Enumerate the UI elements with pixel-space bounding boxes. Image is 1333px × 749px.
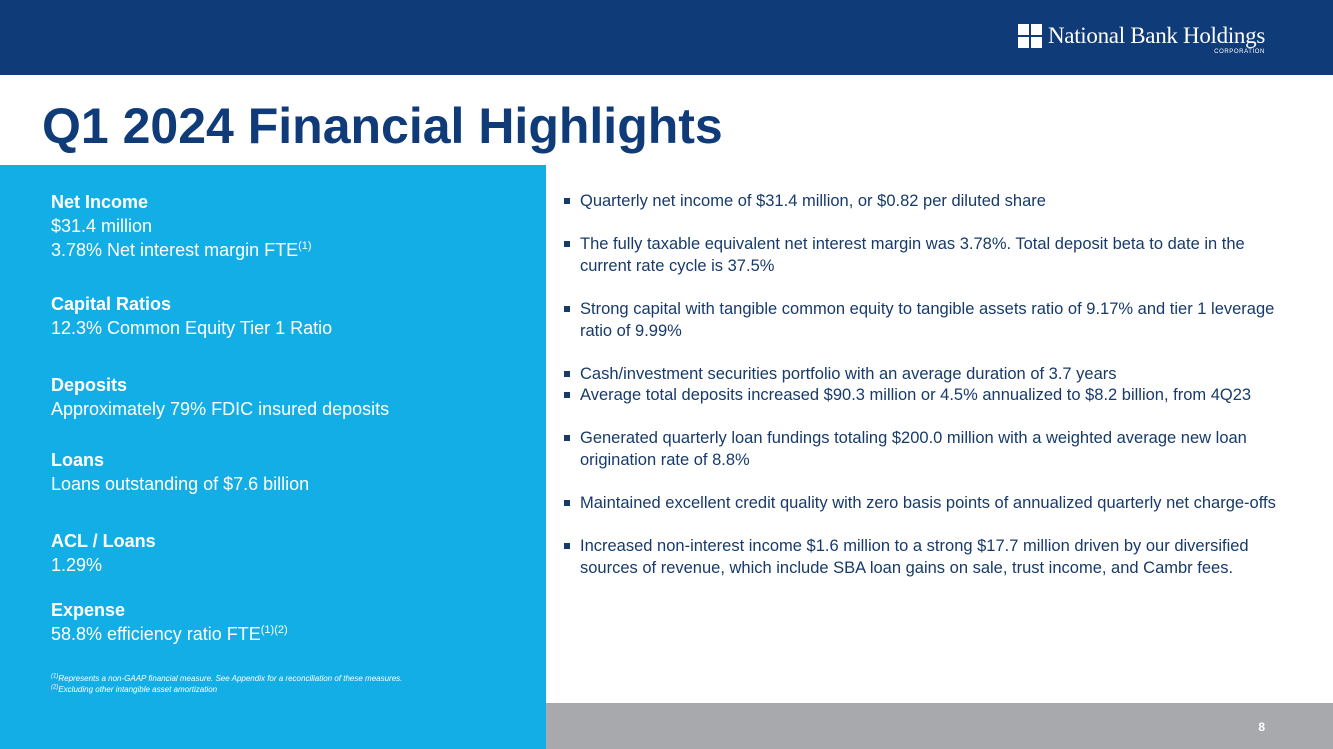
bullet-item: Strong capital with tangible common equity to tangible assets ratio of 9.17% and tier 1 leverage ratio of 9.99% [563,298,1293,342]
company-logo [1018,22,1265,55]
footnote: $^{(1)}$Represents a non-GAAP financial measure. See Appendix for a reconciliation of these measures. [51,673,403,683]
stat-loans [51,448,309,496]
stat-expense [51,598,288,646]
stat-label: Loans [51,450,105,470]
footer-bar [546,703,1333,749]
stat-net-income [51,190,312,262]
bullet-item: Cash/investment securities portfolio with an average duration of 3.7 years [563,363,1293,385]
page-number: 8 [1258,720,1265,734]
stat-acl-loans [51,529,156,577]
stat-value: 58.8% efficiency ratio $FTE^{(1)(2)}$ [51,624,288,644]
footnote: $^{(2)}$Excluding other intangible asset amortization [51,684,218,694]
stat-value: 12.3% Common Equity Tier 1 Ratio [51,318,333,338]
logo-subtitle: CORPORATION [1214,49,1265,55]
stat-value: Loans outstanding of $7.6 billion [51,474,310,494]
header-bar [0,0,1333,75]
stat-value: $31.4 million [51,216,153,236]
bullet-item: Generated quarterly loan fundings totaling $200.0 million with a weighted average new loan origination rate of 8.8% [563,427,1293,471]
highlights-panel [0,165,546,749]
stat-label: ACL / Loans [51,531,156,551]
footnotes [51,673,402,695]
bullet-item: Quarterly net income of $31.4 million, or $0.82 per diluted share [563,190,1293,212]
stat-capital-ratios [51,292,332,340]
page-title: Q1 2024 Financial Highlights [42,98,723,154]
four-squares-logo-icon [1018,24,1042,48]
stat-deposits [51,373,389,421]
stat-label: Net Income [51,192,149,212]
highlights-bullet-list [563,190,1293,577]
stat-value: 1.29% [51,555,103,575]
footnote-ref: (1) [298,240,312,252]
stat-value-secondary: 3.78% Net interest margin FTE$^{(1)}$ [51,240,312,260]
bullet-item: The fully taxable equivalent net interest margin was 3.78%. Total deposit beta to date in the current rate cycle is 37.5% [563,233,1293,277]
stat-label: Expense [51,600,126,620]
logo-name: National Bank Holdings [1048,23,1265,48]
stat-label: Deposits [51,375,128,395]
bullet-item: Increased non-interest income $1.6 million to a strong $17.7 million driven by our diversified sources of revenue, which include SBA loan gains on sale, trust income, and Cambr fees. [563,535,1293,579]
stat-label: Capital Ratios [51,294,172,314]
bullet-item: Maintained excellent credit quality with zero basis points of annualized quarterly net charge-offs [563,492,1293,514]
bullet-item: Average total deposits increased $90.3 million or 4.5% annualized to $8.2 billion, from 4Q23 [563,384,1293,406]
footnote-ref: (1)(2) [260,624,288,636]
stat-value: Approximately 79% FDIC insured deposits [51,399,390,419]
